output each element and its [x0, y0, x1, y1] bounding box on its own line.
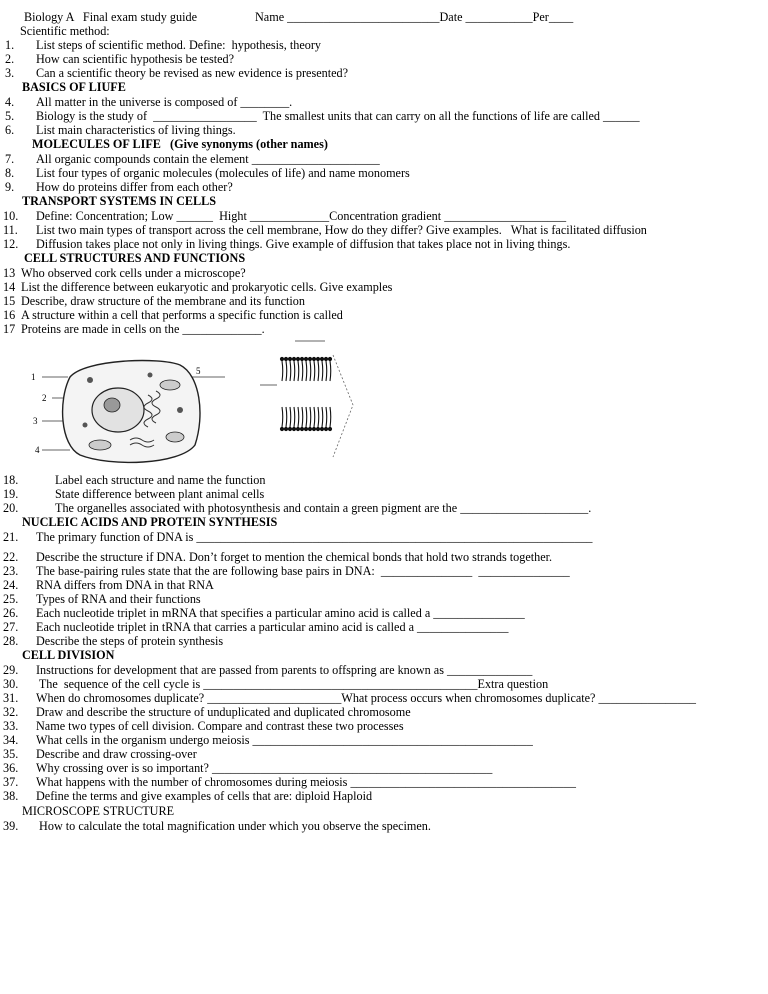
question-text: Diffusion takes place not only in living things. Give example of diffusion that takes place not in living things.	[36, 237, 571, 251]
item-number: 7.	[5, 152, 15, 166]
phospholipid-tail	[286, 407, 287, 427]
phospholipid-head	[300, 427, 304, 431]
item-number: 38.	[3, 789, 19, 803]
question-text: Biology is the study of _________________ The smallest units that can carry on all the functions of life are called ______	[36, 109, 640, 123]
question-text: What cells in the organism undergo meiosis ______________________________________________	[36, 733, 533, 747]
phospholipid-tail	[294, 361, 295, 381]
phospholipid-tail	[298, 407, 299, 427]
question-text: Define: Concentration; Low ______ Hight _____________Concentration gradient ____________________	[36, 209, 567, 223]
name-date-period-line: Name _________________________Date ___________Per____	[255, 10, 574, 24]
phospholipid-tail	[318, 361, 319, 381]
item-number: 25.	[3, 592, 19, 606]
phospholipid-tail	[322, 407, 323, 427]
phospholipid-head	[324, 427, 328, 431]
item-number: 11.	[3, 223, 18, 237]
section-scientific-method: Scientific method:	[20, 24, 110, 38]
phospholipid-tail	[318, 407, 319, 427]
phospholipid-head	[284, 357, 288, 361]
phospholipid-head	[320, 357, 324, 361]
item-number: 33.	[3, 719, 19, 733]
mitochondrion	[166, 432, 184, 442]
question-text: Name two types of cell division. Compare and contrast these two processes	[36, 719, 404, 733]
phospholipid-tail	[306, 407, 307, 427]
phospholipid-head	[304, 357, 308, 361]
question-text: List two main types of transport across the cell membrane, How do they differ? Give examples. What is facilitated diffusion	[36, 223, 647, 237]
mitochondrion	[89, 440, 111, 450]
heading-cell-structures: CELL STRUCTURES AND FUNCTIONS	[24, 251, 246, 265]
item-number: 39.	[3, 819, 19, 833]
item-number: 27.	[3, 620, 19, 634]
phospholipid-head	[288, 427, 292, 431]
item-number: 34.	[3, 733, 19, 747]
item-number: 5.	[5, 109, 15, 123]
item-number: 12.	[3, 237, 19, 251]
nucleolus	[104, 398, 120, 412]
phospholipid-head	[284, 427, 288, 431]
question-text: How to calculate the total magnification under which you observe the specimen.	[36, 819, 431, 833]
phospholipid-head	[296, 427, 300, 431]
item-number: 6.	[5, 123, 15, 137]
heading-cell-division: CELL DIVISION	[22, 648, 115, 662]
phospholipid-head	[308, 427, 312, 431]
question-text: Describe the steps of protein synthesis	[36, 634, 224, 648]
phospholipid-tail	[302, 407, 303, 427]
item-number: 37.	[3, 775, 19, 789]
question-text: The primary function of DNA is _________________________________________________________________	[36, 530, 593, 544]
phospholipid-head	[288, 357, 292, 361]
item-number: 36.	[3, 761, 19, 775]
question-text: Draw and describe the structure of unduplicated and duplicated chromosome	[36, 705, 411, 719]
item-number: 1.	[5, 38, 15, 52]
question-text: Each nucleotide triplet in mRNA that specifies a particular amino acid is called a _______________	[36, 606, 525, 620]
heading-basics-of-life: BASICS OF LIUFE	[22, 80, 126, 94]
heading-transport-systems: TRANSPORT SYSTEMS IN CELLS	[22, 194, 217, 208]
question-text: How do proteins differ from each other?	[36, 180, 233, 194]
question-text: List the difference between eukaryotic and prokaryotic cells. Give examples	[21, 280, 393, 294]
question-text: Each nucleotide triplet in tRNA that carries a particular amino acid is called a _______________	[36, 620, 509, 634]
phospholipid-head	[328, 427, 332, 431]
phospholipid-head	[304, 427, 308, 431]
item-number: 32.	[3, 705, 19, 719]
phospholipid-tail	[282, 407, 283, 427]
question-text: Who observed cork cells under a microscope?	[21, 266, 246, 280]
phospholipid-head	[308, 357, 312, 361]
item-number: 28.	[3, 634, 19, 648]
ribosome	[83, 423, 88, 428]
phospholipid-head	[280, 427, 284, 431]
figure-label: 3	[33, 416, 38, 426]
phospholipid-tail	[302, 361, 303, 381]
phospholipid-tail	[330, 361, 331, 381]
item-number: 22.	[3, 550, 19, 564]
phospholipid-tail	[326, 407, 327, 427]
question-text: Define the terms and give examples of cells that are: diploid Haploid	[36, 789, 373, 803]
figure-label: 4	[35, 445, 40, 455]
item-number: 30.	[3, 677, 19, 691]
worksheet-title: Biology A Final exam study guide	[24, 10, 197, 24]
question-text: All organic compounds contain the element _____________________	[36, 152, 380, 166]
animal-cell-diagram	[30, 355, 230, 467]
phospholipid-tail	[322, 361, 323, 381]
question-text: Describe the structure if DNA. Don’t forget to mention the chemical bonds that hold two strands together.	[36, 550, 553, 564]
item-number: 3.	[5, 66, 15, 80]
phospholipid-tail	[314, 407, 315, 427]
question-text: What happens with the number of chromosomes during meiosis _____________________________________	[36, 775, 576, 789]
phospholipid-head	[300, 357, 304, 361]
phospholipid-head	[292, 427, 296, 431]
question-text: List steps of scientific method. Define: hypothesis, theory	[36, 38, 321, 52]
item-number: 23.	[3, 564, 19, 578]
question-text: Types of RNA and their functions	[36, 592, 201, 606]
question-text: Can a scientific theory be revised as new evidence is presented?	[36, 66, 349, 80]
question-text: Instructions for development that are passed from parents to offspring are known as ______________	[36, 663, 533, 677]
item-number: 4.	[5, 95, 15, 109]
question-text: State difference between plant animal cells	[55, 487, 265, 501]
phospholipid-head	[296, 357, 300, 361]
phospholipid-tail	[298, 361, 299, 381]
item-number: 17	[3, 322, 16, 336]
question-text: All matter in the universe is composed of ________.	[36, 95, 293, 109]
heading-microscope-structure: MICROSCOPE STRUCTURE	[22, 804, 175, 818]
question-text: The base-pairing rules state that the are following base pairs in DNA: _______________ _______________	[36, 564, 570, 578]
heading-nucleic-acids: NUCLEIC ACIDS AND PROTEIN SYNTHESIS	[22, 515, 278, 529]
phospholipid-head	[324, 357, 328, 361]
phospholipid-tail	[330, 407, 331, 427]
phospholipid-head	[312, 427, 316, 431]
item-number: 18.	[3, 473, 19, 487]
item-number: 10.	[3, 209, 19, 223]
question-text: Proteins are made in cells on the _____________.	[21, 322, 265, 336]
phospholipid-head	[312, 357, 316, 361]
phospholipid-tail	[294, 407, 295, 427]
figure-label: 2	[42, 393, 47, 403]
phospholipid-head	[292, 357, 296, 361]
phospholipid-tail	[282, 361, 283, 381]
phospholipid-tail	[310, 407, 311, 427]
figure-label: 1	[31, 372, 36, 382]
question-text: List main characteristics of living things.	[36, 123, 236, 137]
ribosome	[177, 407, 183, 413]
outline	[333, 355, 353, 457]
question-text: Label each structure and name the function	[55, 473, 266, 487]
item-number: 8.	[5, 166, 15, 180]
item-number: 15	[3, 294, 16, 308]
item-number: 9.	[5, 180, 15, 194]
item-number: 2.	[5, 52, 15, 66]
question-text: RNA differs from DNA in that RNA	[36, 578, 214, 592]
item-number: 26.	[3, 606, 19, 620]
cell-membrane-diagram	[255, 335, 365, 475]
phospholipid-tail	[306, 361, 307, 381]
item-number: 19.	[3, 487, 19, 501]
mitochondrion	[160, 380, 180, 390]
heading-molecules-of-life: MOLECULES OF LIFE (Give synonyms (other names)	[32, 137, 328, 151]
phospholipid-tail	[310, 361, 311, 381]
item-number: 20.	[3, 501, 19, 515]
item-number: 24.	[3, 578, 19, 592]
question-text: The organelles associated with photosynthesis and contain a green pigment are the _____________________.	[55, 501, 592, 515]
phospholipid-head	[316, 357, 320, 361]
hydrophobic-core	[279, 381, 331, 407]
phospholipid-head	[328, 357, 332, 361]
question-text: The sequence of the cell cycle is _____________________________________________Extra question	[36, 677, 549, 691]
item-number: 13	[3, 266, 16, 280]
question-text: Why crossing over is so important? ______________________________________________	[36, 761, 493, 775]
question-text: A structure within a cell that performs a specific function is called	[21, 308, 343, 322]
item-number: 35.	[3, 747, 19, 761]
phospholipid-tail	[286, 361, 287, 381]
phospholipid-head	[280, 357, 284, 361]
phospholipid-head	[316, 427, 320, 431]
ribosome	[148, 373, 153, 378]
item-number: 14	[3, 280, 16, 294]
ribosome	[87, 377, 93, 383]
phospholipid-tail	[290, 407, 291, 427]
phospholipid-tail	[326, 361, 327, 381]
question-text: Describe, draw structure of the membrane and its function	[21, 294, 305, 308]
item-number: 31.	[3, 691, 19, 705]
question-text: Describe and draw crossing-over	[36, 747, 197, 761]
question-text: When do chromosomes duplicate? ______________________What process occurs when chromosomes duplicate? ________________	[36, 691, 697, 705]
question-text: List four types of organic molecules (molecules of life) and name monomers	[36, 166, 410, 180]
item-number: 29.	[3, 663, 19, 677]
question-text: How can scientific hypothesis be tested?	[36, 52, 234, 66]
phospholipid-tail	[290, 361, 291, 381]
phospholipid-head	[320, 427, 324, 431]
item-number: 21.	[3, 530, 19, 544]
item-number: 16	[3, 308, 16, 322]
figure-label: 5	[196, 366, 201, 376]
phospholipid-tail	[314, 361, 315, 381]
